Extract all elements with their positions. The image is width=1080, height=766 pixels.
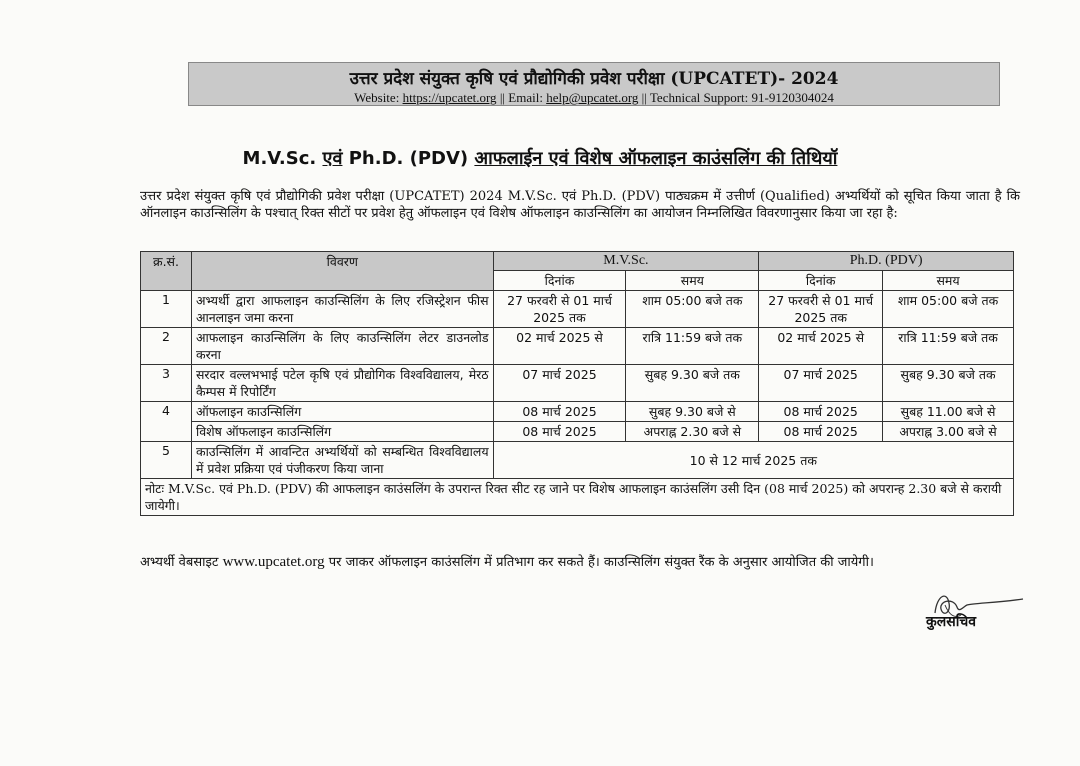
row-sno: 1 xyxy=(141,291,192,328)
contact-line xyxy=(189,90,999,106)
table-row xyxy=(141,402,1014,422)
page-title xyxy=(0,146,1080,170)
website-link[interactable]: https://upcatet.org xyxy=(402,90,497,105)
website-label: Website: xyxy=(354,90,403,105)
email-link[interactable]: help@upcatet.org xyxy=(546,90,639,105)
row-description: विशेष ऑफलाइन काउन्सिलिंग xyxy=(191,422,493,442)
table-row xyxy=(141,442,1014,479)
row-mvsc-date: 07 मार्च 2025 xyxy=(493,365,626,402)
footer-text-post: पर जाकर ऑफलाइन काउंसलिंग में प्रतिभाग कर सकते हैं। काउन्सिलिंग संयुक्त रैंक के अनुसार आयोजित की जायेगी। xyxy=(324,555,874,570)
row-phd-time: शाम 05:00 बजे तक xyxy=(883,291,1014,328)
row-phd-time: अपराह्न 3.00 बजे से xyxy=(883,422,1014,442)
table-header-row xyxy=(141,252,1014,271)
row-mvsc-time: सुबह 9.30 बजे तक xyxy=(626,365,759,402)
row-mvsc-time: रात्रि 11:59 बजे तक xyxy=(626,328,759,365)
row-description: काउन्सिलिंग में आवन्टित अभ्यर्थियों को सम्बन्धित विश्वविद्यालय में प्रवेश प्रक्रिया एवं पंजीकरण किया जाना xyxy=(191,442,493,479)
row-phd-time: सुबह 9.30 बजे तक xyxy=(883,365,1014,402)
schedule-table xyxy=(140,251,1014,516)
subheader-mvsc-date: दिनांक xyxy=(493,271,626,291)
table-row xyxy=(141,291,1014,328)
row-phd-date: 02 मार्च 2025 से xyxy=(759,328,883,365)
row-mvsc-date: 08 मार्च 2025 xyxy=(493,422,626,442)
header-phd: Ph.D. (PDV) xyxy=(759,252,1014,271)
row-sno: 3 xyxy=(141,365,192,402)
row-sno: 4 xyxy=(141,402,192,442)
row-mvsc-time: सुबह 9.30 बजे से xyxy=(626,402,759,422)
header-description: विवरण xyxy=(191,252,493,291)
intro-paragraph xyxy=(140,188,1020,222)
row-merged-date: 10 से 12 मार्च 2025 तक xyxy=(493,442,1013,479)
subheader-phd-time: समय xyxy=(883,271,1014,291)
row-phd-date: 08 मार्च 2025 xyxy=(759,422,883,442)
table-note-row xyxy=(141,479,1014,516)
support-text: || Technical Support: 91-9120304024 xyxy=(638,90,834,105)
row-phd-time: रात्रि 11:59 बजे तक xyxy=(883,328,1014,365)
row-mvsc-date: 02 मार्च 2025 से xyxy=(493,328,626,365)
row-phd-date: 08 मार्च 2025 xyxy=(759,402,883,422)
table-row xyxy=(141,328,1014,365)
title-part-and: एवं xyxy=(322,148,343,169)
title-part-phd: Ph.D. (PDV) xyxy=(342,148,475,169)
row-phd-time: सुबह 11.00 बजे से xyxy=(883,402,1014,422)
exam-title: उत्तर प्रदेश संयुक्त कृषि एवं प्रौद्योगिकी प्रवेश परीक्षा (UPCATET)- 2024 xyxy=(349,69,839,89)
header-banner xyxy=(188,62,1000,106)
row-mvsc-time: शाम 05:00 बजे तक xyxy=(626,291,759,328)
footer-text-pre: अभ्यर्थी वेबसाइट xyxy=(140,555,223,570)
title-part-counselling: आफलाईन एवं विशेष ऑफलाइन काउंसलिंग की तिथियॉ xyxy=(474,148,838,169)
row-description: अभ्यर्थी द्वारा आफलाइन काउन्सिलिंग के लिए रजिस्ट्रेशन फीस आनलाइन जमा करना xyxy=(191,291,493,328)
email-label: || Email: xyxy=(496,90,547,105)
row-sno: 2 xyxy=(141,328,192,365)
subheader-mvsc-time: समय xyxy=(626,271,759,291)
row-mvsc-time: अपराह्न 2.30 बजे से xyxy=(626,422,759,442)
intro-text: उत्तर प्रदेश संयुक्त कृषि एवं प्रौद्योगिकी प्रवेश परीक्षा (UPCATET) 2024 M.V.Sc. एवं Ph.D. (PDV) पाठ्यक्रम में उत्तीर्ण (Qualified) अभ्यर्थियों को सूचित किया जाता है कि ऑनलाइन काउन्सिलिंग के पश्चात् रिक्त सीटों पर प्रवेश हेतु ऑफलाइन एवं विशेष ऑफलाइन काउन्सिलिंग का आयोजन निम्नलिखित विवरणानुसार किया जा रहा है: xyxy=(140,189,1020,221)
subheader-phd-date: दिनांक xyxy=(759,271,883,291)
row-mvsc-date: 08 मार्च 2025 xyxy=(493,402,626,422)
registrar-designation: कुलसचिव xyxy=(926,614,977,630)
footer-website-link[interactable]: www.upcatet.org xyxy=(222,554,325,570)
header-mvsc: M.V.Sc. xyxy=(493,252,759,271)
table-row xyxy=(141,422,1014,442)
row-description: ऑफलाइन काउन्सिलिंग xyxy=(191,402,493,422)
title-part-course: M.V.Sc. xyxy=(242,148,323,169)
table-row xyxy=(141,365,1014,402)
footer-paragraph xyxy=(140,553,1020,572)
row-description: सरदार वल्लभभाई पटेल कृषि एवं प्रौद्योगिक विश्वविद्यालय, मेरठ कैम्पस में रिपोर्टिंग xyxy=(191,365,493,402)
row-description: आफलाइन काउन्सिलिंग के लिए काउन्सिलिंग लेटर डाउनलोड करना xyxy=(191,328,493,365)
note-text: नोटः M.V.Sc. एवं Ph.D. (PDV) की आफलाइन काउंसलिंग के उपरान्त रिक्त सीट रह जाने पर विशेष आफलाइन काउंसलिंग उसी दिन (08 मार्च 2025) को अपरान्ह 2.30 बजे से करायी जायेगी। xyxy=(141,479,1014,516)
row-phd-date: 27 फरवरी से 01 मार्च 2025 तक xyxy=(759,291,883,328)
header-sno: क्र.सं. xyxy=(141,252,192,291)
row-mvsc-date: 27 फरवरी से 01 मार्च 2025 तक xyxy=(493,291,626,328)
row-sno: 5 xyxy=(141,442,192,479)
row-phd-date: 07 मार्च 2025 xyxy=(759,365,883,402)
